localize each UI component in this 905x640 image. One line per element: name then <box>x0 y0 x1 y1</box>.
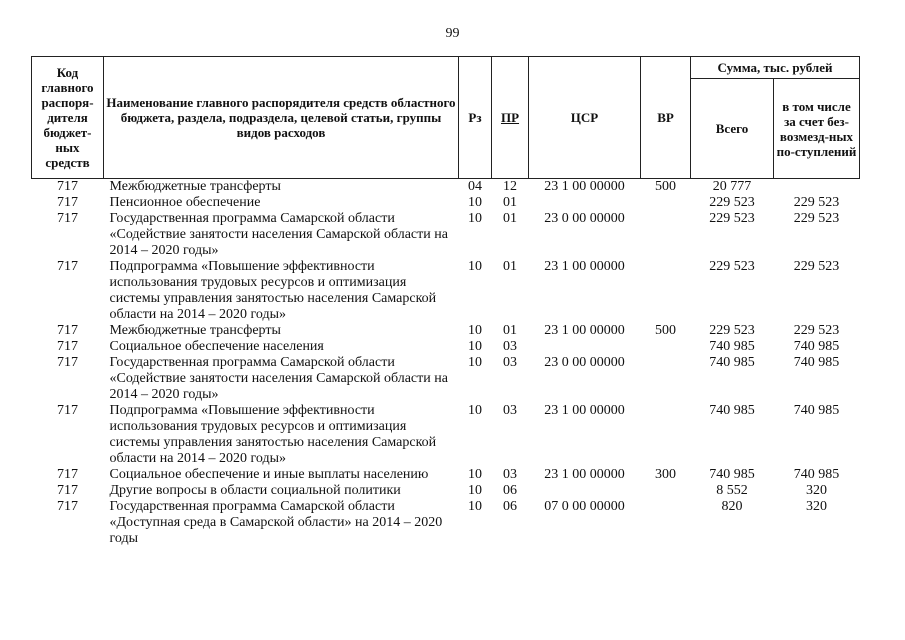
header-pr: ПР <box>492 57 529 179</box>
cell-rz: 10 <box>468 355 482 370</box>
cell-gratis: 229 523 <box>793 259 840 274</box>
cell-pr: 01 <box>503 323 517 338</box>
cell-code: 717 <box>57 211 78 226</box>
cell-pr: 03 <box>503 339 517 354</box>
cell-code: 717 <box>57 355 78 370</box>
cell-csr <box>529 195 641 211</box>
cell-total: 740 985 <box>709 339 755 354</box>
cell-rz: 10 <box>468 259 482 274</box>
cell-name: Подпрограмма «Повышение эффективности использования трудовых ресурсов и оптимизация системы управления занятостью населения Самарской области на 2014 – 2020 годы» <box>109 259 437 322</box>
cell-gratis: 320 <box>806 499 827 514</box>
header-gratis: в том числе за счет без-возмезд-ных по-ступлений <box>774 79 860 179</box>
cell-csr: 23 1 00 00000 <box>544 259 625 274</box>
header-vr: ВР <box>641 57 691 179</box>
cell-name: Социальное обеспечение населения <box>109 339 324 354</box>
header-code: Код главного распоря-дителя бюджет-ных средств <box>32 57 104 179</box>
cell-csr: 07 0 00 00000 <box>544 499 625 514</box>
cell-name: Межбюджетные трансферты <box>109 323 281 338</box>
cell-pr: 01 <box>503 195 517 210</box>
cell-vr <box>641 211 691 259</box>
cell-gratis <box>774 179 860 196</box>
header-sum-group: Сумма, тыс. рублей <box>691 57 860 79</box>
cell-name: Государственная программа Самарской области «Содействие занятости населения Самарской области на 2014 – 2020 годы» <box>109 355 448 402</box>
table-row <box>32 179 860 196</box>
cell-code: 717 <box>57 339 78 354</box>
cell-rz: 10 <box>468 499 482 514</box>
cell-name: Социальное обеспечение и иные выплаты населению <box>109 467 429 482</box>
cell-code: 717 <box>57 179 78 194</box>
cell-code: 717 <box>57 259 78 274</box>
cell-csr: 23 0 00 00000 <box>544 211 625 226</box>
cell-csr: 23 1 00 00000 <box>544 179 625 194</box>
cell-total: 740 985 <box>709 403 755 418</box>
cell-name: Государственная программа Самарской области «Доступная среда в Самарской области» на 2014 – 2020 годы <box>109 499 443 546</box>
cell-csr <box>529 339 641 355</box>
cell-total: 229 523 <box>709 211 755 226</box>
cell-total: 229 523 <box>709 259 755 274</box>
cell-pr: 01 <box>503 211 517 226</box>
cell-name: Подпрограмма «Повышение эффективности использования трудовых ресурсов и оптимизация системы управления занятостью населения Самарской области на 2014 – 2020 годы» <box>109 403 437 466</box>
cell-pr: 03 <box>503 467 517 482</box>
table-header <box>32 57 860 179</box>
cell-pr: 01 <box>503 259 517 274</box>
cell-vr <box>641 259 691 323</box>
cell-total: 740 985 <box>709 467 755 482</box>
cell-rz: 10 <box>468 323 482 338</box>
budget-table <box>31 56 860 547</box>
cell-gratis: 229 523 <box>793 195 840 210</box>
header-name: Наименование главного распорядителя средств областного бюджета, раздела, подраздела, целевой статьи, группы видов расходов <box>104 57 459 179</box>
cell-pr: 06 <box>503 483 517 498</box>
header-rz: Рз <box>459 57 492 179</box>
cell-rz: 10 <box>468 483 482 498</box>
cell-total: 8 552 <box>716 483 748 498</box>
cell-name: Межбюджетные трансферты <box>109 179 281 194</box>
cell-pr: 03 <box>503 403 517 418</box>
cell-gratis: 740 985 <box>793 467 840 482</box>
table-row <box>32 483 860 499</box>
cell-name: Государственная программа Самарской области «Содействие занятости населения Самарской области на 2014 – 2020 годы» <box>109 211 448 258</box>
cell-total: 820 <box>721 499 743 514</box>
cell-gratis: 229 523 <box>793 323 840 338</box>
cell-total: 229 523 <box>709 195 755 210</box>
cell-gratis: 229 523 <box>793 211 840 226</box>
cell-rz: 10 <box>468 467 482 482</box>
cell-code: 717 <box>57 483 78 498</box>
cell-csr: 23 1 00 00000 <box>544 467 625 482</box>
header-csr: ЦСР <box>529 57 641 179</box>
cell-gratis: 740 985 <box>793 403 840 418</box>
cell-rz: 10 <box>468 211 482 226</box>
cell-code: 717 <box>57 323 78 338</box>
cell-code: 717 <box>57 195 78 210</box>
table-row <box>32 259 860 323</box>
page-number: 99 <box>445 26 460 41</box>
cell-total: 20 777 <box>712 179 752 194</box>
table-row <box>32 195 860 211</box>
table-row <box>32 211 860 259</box>
cell-csr: 23 1 00 00000 <box>544 403 625 418</box>
table-row <box>32 339 860 355</box>
table-row <box>32 355 860 403</box>
table-body <box>32 179 860 548</box>
cell-code: 717 <box>57 499 78 514</box>
cell-pr: 06 <box>503 499 517 514</box>
cell-code: 717 <box>57 403 78 418</box>
cell-vr: 500 <box>655 323 676 338</box>
cell-pr: 12 <box>503 179 517 194</box>
table-row <box>32 499 860 547</box>
table-row <box>32 467 860 483</box>
cell-csr <box>529 483 641 499</box>
cell-vr: 300 <box>655 467 676 482</box>
cell-vr: 500 <box>655 179 676 194</box>
cell-gratis: 320 <box>806 483 827 498</box>
cell-gratis: 740 985 <box>793 339 840 354</box>
cell-vr <box>641 355 691 403</box>
cell-vr <box>641 403 691 467</box>
cell-vr <box>641 339 691 355</box>
cell-name: Другие вопросы в области социальной политики <box>109 483 401 498</box>
cell-vr <box>641 195 691 211</box>
cell-total: 740 985 <box>709 355 755 370</box>
cell-gratis: 740 985 <box>793 355 840 370</box>
cell-rz: 10 <box>468 339 482 354</box>
cell-rz: 10 <box>468 195 482 210</box>
cell-pr: 03 <box>503 355 517 370</box>
table-row <box>32 403 860 467</box>
table-row <box>32 323 860 339</box>
cell-name: Пенсионное обеспечение <box>109 195 261 210</box>
cell-rz: 10 <box>468 403 482 418</box>
cell-csr: 23 1 00 00000 <box>544 323 625 338</box>
cell-vr <box>641 483 691 499</box>
cell-total: 229 523 <box>709 323 755 338</box>
cell-vr <box>641 499 691 547</box>
header-total: Всего <box>691 79 774 179</box>
cell-rz: 04 <box>468 179 482 194</box>
cell-csr: 23 0 00 00000 <box>544 355 625 370</box>
cell-code: 717 <box>57 467 78 482</box>
